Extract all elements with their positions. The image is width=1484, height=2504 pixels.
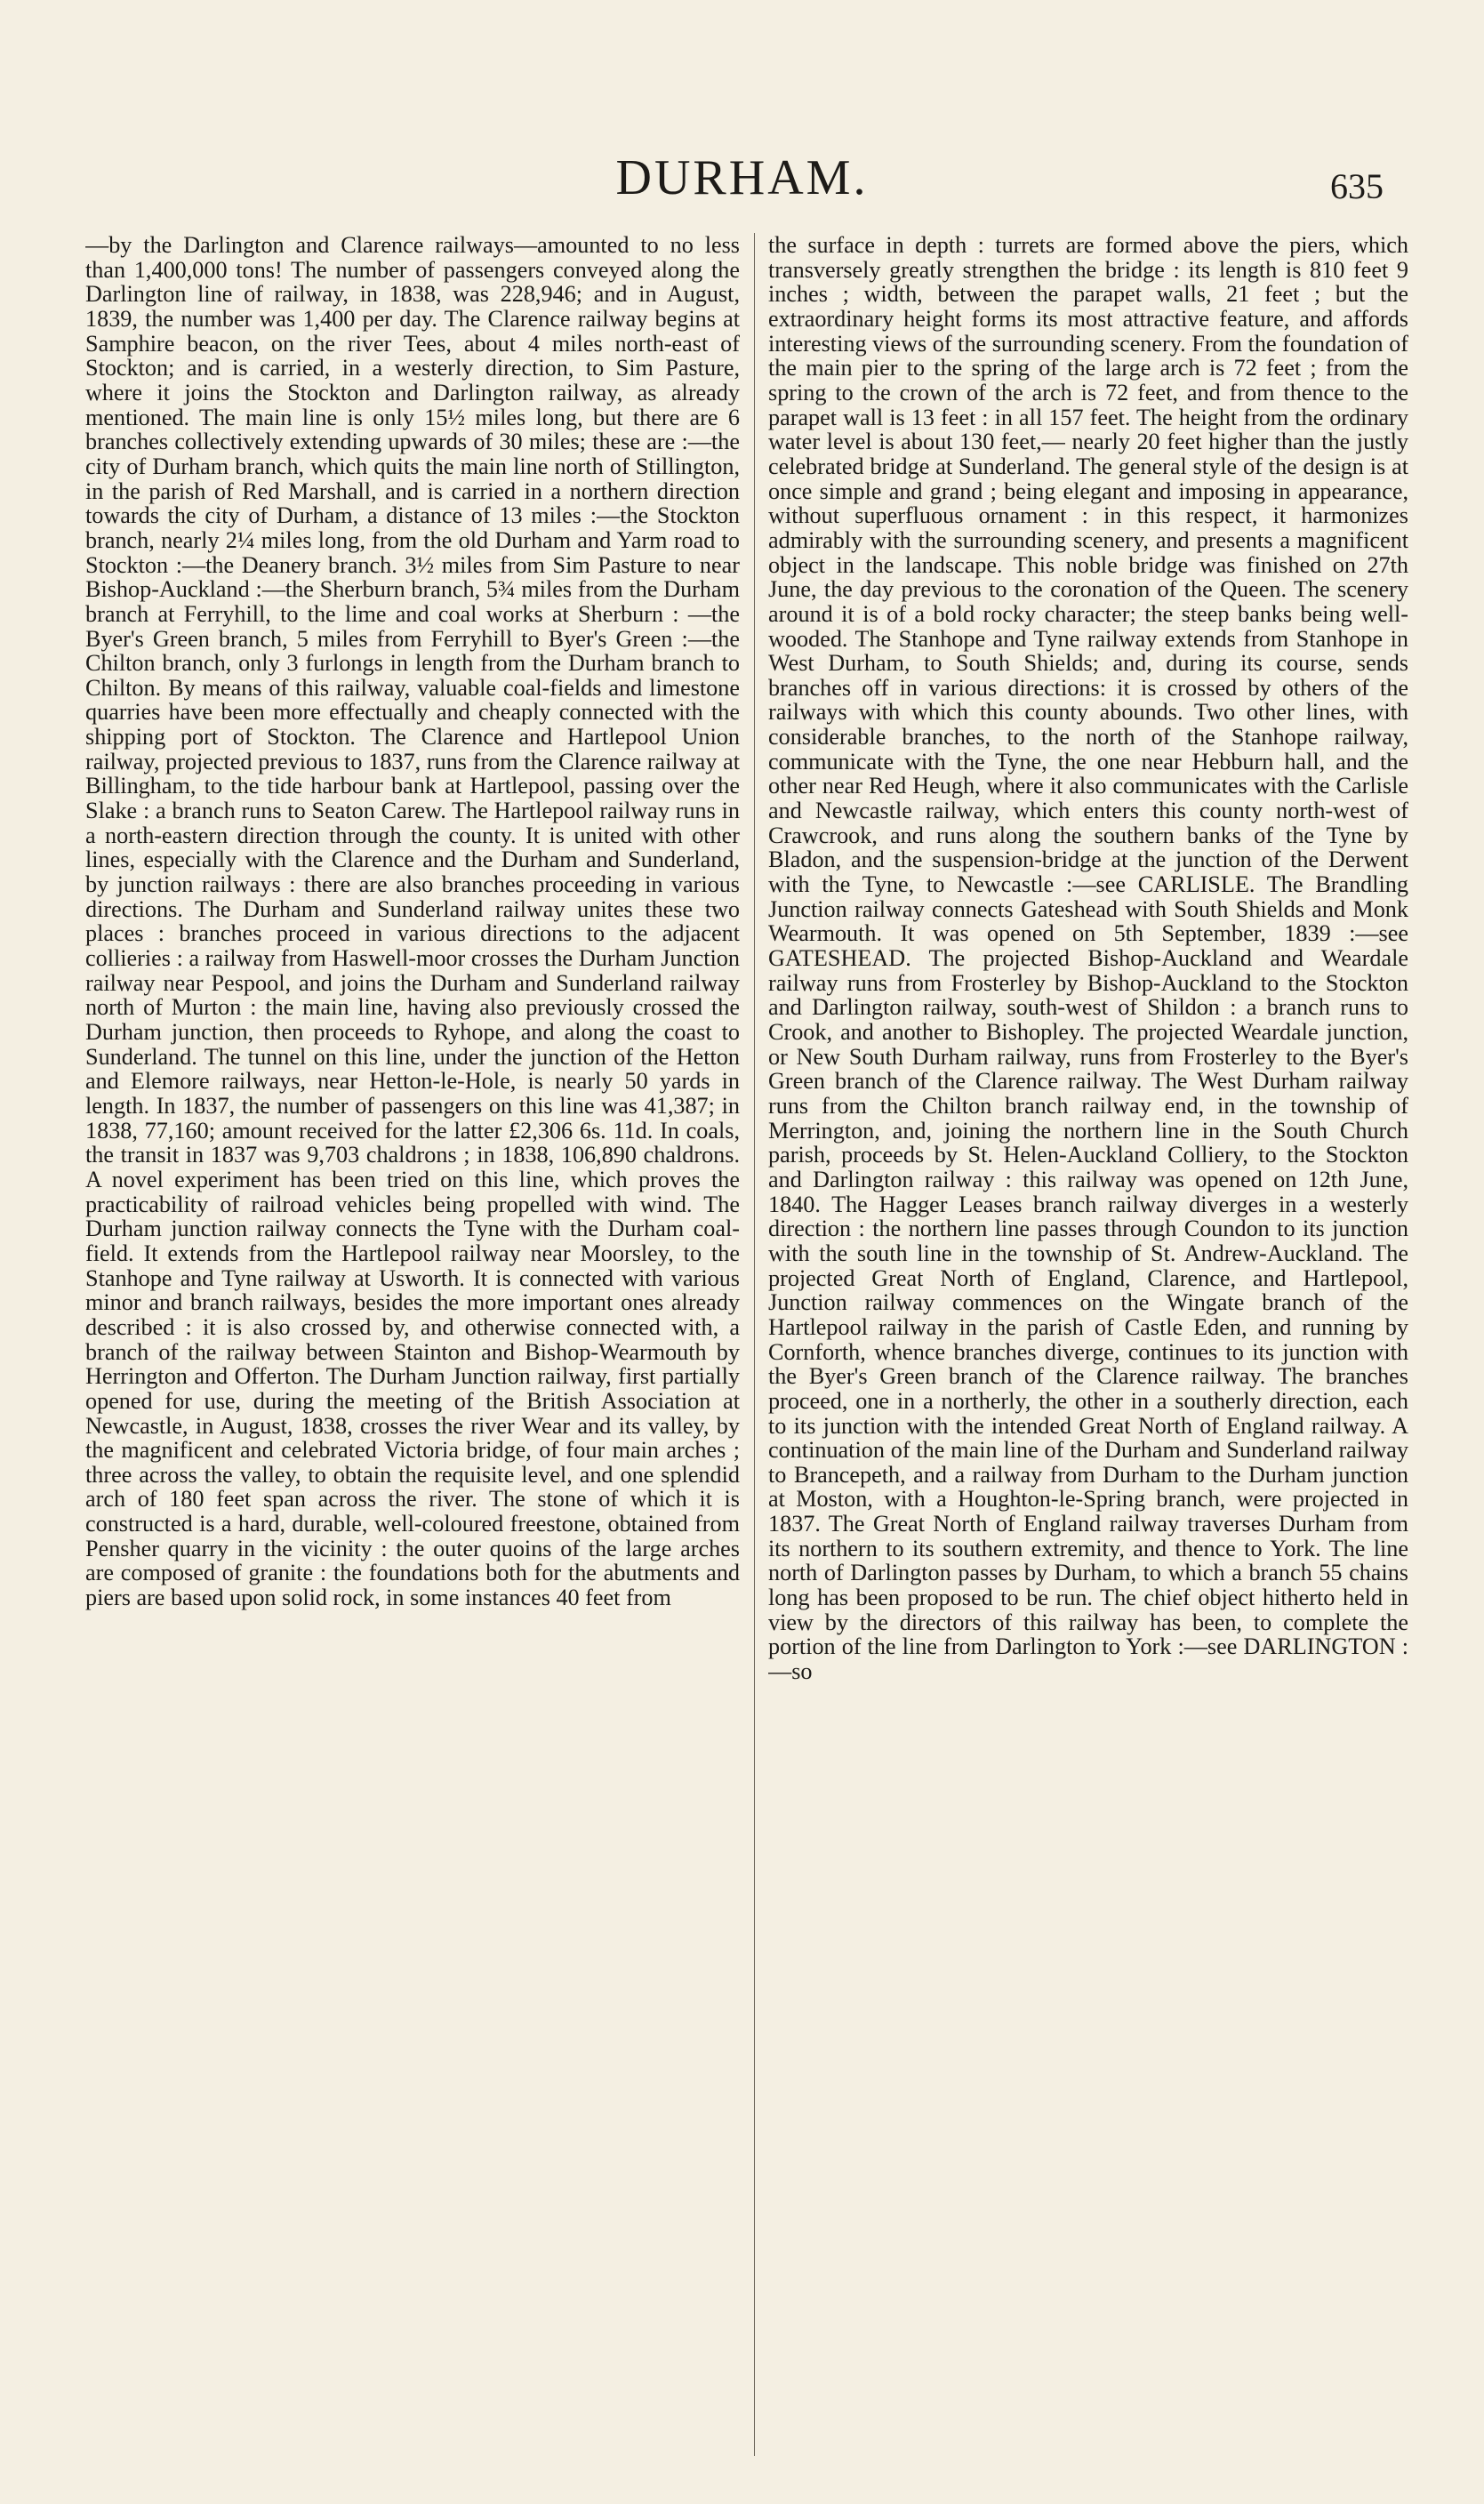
page-number: 635	[1330, 166, 1384, 206]
left-column	[85, 233, 740, 2474]
column-divider	[754, 233, 755, 2456]
right-column-text: the surface in depth : turrets are formed above the piers, which transversely greatly strengthen the bridge : its length is 810 feet 9 inches ; width, between the parapet walls, 21 feet ; but the extraordinary height forms its most attractive feature, and affords interesting views of the surrounding scenery. From the foundation of the main pier to the spring of the large arch is 72 feet ; from the spring to the crown of the arch is 72 feet, and from thence to the parapet wall is 13 feet : in all 157 feet. The height from the ordinary water level is about 130 feet,— nearly 20 feet higher than the justly celebrated bridge at Sunderland. The general style of the design is at once simple and grand ; being elegant and imposing in appearance, without superfluous ornament : in this respect, it harmonizes admirably with the surrounding scenery, and presents a magnificent object in the landscape. This noble bridge was finished on 27th June, the day previous to the coronation of the Queen. The scenery around it is of a bold rocky character; the steep banks being well-wooded. The Stanhope and Tyne railway extends from Stanhope in West Durham, to South Shields; and, during its course, sends branches off in various directions: it is crossed by others of the railways with which this county abounds. Two other lines, with considerable branches, to the north of the Stanhope railway, communicate with the Tyne, the one near Hebburn hall, and the other near Red Heugh, where it also communicates with the Carlisle and Newcastle railway, which enters this county north-west of Crawcrook, and runs along the southern banks of the Tyne by Bladon, and the suspension-bridge at the junction of the Derwent with the Tyne, to Newcastle :—see CARLISLE. The Brandling Junction railway connects Gateshead with South Shields and Monk Wearmouth. It was opened on 5th September, 1839 :—see GATESHEAD. The projected Bishop-Auckland and Weardale railway runs from Frosterley by Bishop-Auckland to the Stockton and Darlington railway, south-west of Shildon : a branch runs to Crook, and another to Bishopley. The projected Weardale junction, or New South Durham railway, runs from Frosterley to the Byer's Green branch of the Clarence railway. The West Durham railway runs from the Chilton branch railway end, in the township of Merrington, and, joining the northern line in the South Church parish, proceeds by St. Helen-Auckland Colliery, to the Stockton and Darlington railway : this railway was opened on 12th June, 1840. The Hagger Leases branch railway diverges in a westerly direction : the northern line passes through Coundon to its junction with the south line in the township of St. Andrew-Auckland. The projected Great North of England, Clarence, and Hartlepool, Junction railway commences on the Wingate branch of the Hartlepool railway in the parish of Castle Eden, and running by Cornforth, whence branches diverge, continues to its junction with the Byer's Green branch of the Clarence railway. The branches proceed, one in a northerly, the other in a southerly direction, each to its junction with the intended Great North of England railway. A continuation of the main line of the Durham and Sunderland railway to Brancepeth, and a railway from Durham to the Durham junction at Moston, with a Houghton-le-Spring branch, were projected in 1837. The Great North of England railway traverses Durham from its northern to its southern extremity, and thence to York. The line north of Darlington passes by Durham, to which a branch 55 chains long has been proposed to be run. The chief object hitherto held in view by the directors of this railway has been, to complete the portion of the line from Darlington to York :—see DARLINGTON :—so	[768, 233, 1408, 1685]
running-title: DURHAM.	[615, 150, 869, 205]
right-column	[768, 233, 1408, 2474]
left-column-text: —by the Darlington and Clarence railways—amounted to no less than 1,400,000 tons! The number of passengers conveyed along the Darlington line of railway, in 1838, was 228,946; and in August, 1839, the number was 1,400 per day. The Clarence railway begins at Samphire beacon, on the river Tees, about 4 miles north-east of Stockton; and is carried, in a westerly direction, to Sim Pasture, where it joins the Stockton and Darlington railway, as already mentioned. The main line is only 15½ miles long, but there are 6 branches collectively extending upwards of 30 miles; these are :—the city of Durham branch, which quits the main line north of Stillington, in the parish of Red Marshall, and is carried in a northern direction towards the city of Durham, a distance of 13 miles :—the Stockton branch, nearly 2¼ miles long, from the old Durham and Yarm road to Stockton :—the Deanery branch. 3½ miles from Sim Pasture to near Bishop-Auckland :—the Sherburn branch, 5¾ miles from the Durham branch at Ferryhill, to the lime and coal works at Sherburn : —the Byer's Green branch, 5 miles from Ferryhill to Byer's Green :—the Chilton branch, only 3 furlongs in length from the Durham branch to Chilton. By means of this railway, valuable coal-fields and limestone quarries have been more effectually and cheaply connected with the shipping port of Stockton. The Clarence and Hartlepool Union railway, projected previous to 1837, runs from the Clarence railway at Billingham, to the tide harbour bank at Hartlepool, passing over the Slake : a branch runs to Seaton Carew. The Hartlepool railway runs in a north-eastern direction through the county. It is united with other lines, especially with the Clarence and the Durham and Sunderland, by junction railways : there are also branches proceeding in various directions. The Durham and Sunderland railway unites these two places : branches proceed in various directions to the adjacent collieries : a railway from Haswell-moor crosses the Durham Junction railway near Pespool, and joins the Durham and Sunderland railway north of Murton : the main line, having also previously crossed the Durham junction, then proceeds to Ryhope, and along the coast to Sunderland. The tunnel on this line, under the junction of the Hetton and Elemore railways, near Hetton-le-Hole, is nearly 50 yards in length. In 1837, the number of passengers on this line was 41,387; in 1838, 77,160; amount received for the latter £2,306 6s. 11d. In coals, the transit in 1837 was 9,703 chaldrons ; in 1838, 106,890 chaldrons. A novel experiment has been tried on this line, which proves the practicability of railroad vehicles being propelled with wind. The Durham junction railway connects the Tyne with the Durham coal-field. It extends from the Hartlepool railway near Moorsley, to the Stanhope and Tyne railway at Usworth. It is connected with various minor and branch railways, besides the more important ones already described : it is also crossed by, and otherwise connected with, a branch of the railway between Stainton and Bishop-Wearmouth by Herrington and Offerton. The Durham Junction railway, first partially opened for use, during the meeting of the British Association at Newcastle, in August, 1838, crosses the river Wear and its valley, by the magnificent and celebrated Victoria bridge, of four main arches ; three across the valley, to obtain the requisite level, and one splendid arch of 180 feet span across the river. The stone of which it is constructed is a hard, durable, well-coloured freestone, obtained from Pensher quarry in the vicinity : the outer quoins of the large arches are composed of granite : the foundations both for the abutments and piers are based upon solid rock, in some instances 40 feet from	[85, 233, 740, 1611]
